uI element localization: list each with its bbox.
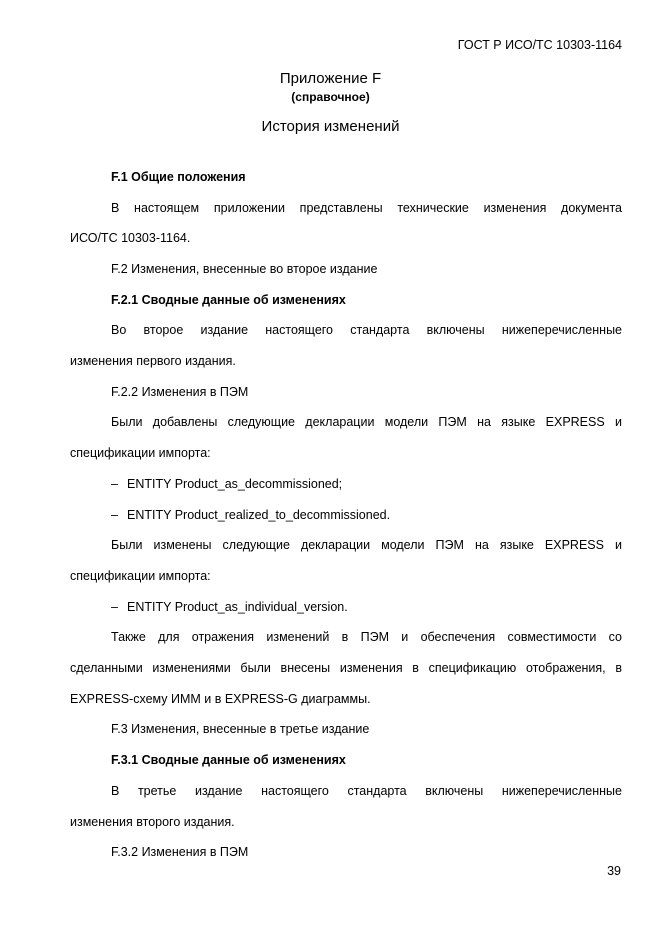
list-item: [111, 508, 390, 522]
annex-heading: История изменений: [261, 118, 400, 135]
section-f22-para2-line2: спецификации импорта:: [70, 569, 211, 583]
section-f22-para1-line2: спецификации импорта:: [70, 446, 211, 460]
section-f22-para3-line1: Также для отражения изменений в ПЭМ и обеспечения совместимости со: [111, 630, 622, 644]
dash-bullet: –: [111, 508, 118, 522]
section-f31-heading: F.3.1 Сводные данные об изменениях: [111, 753, 346, 767]
section-f2-heading: F.2 Изменения, внесенные во второе издание: [111, 262, 378, 276]
list-item-text: ENTITY Product_as_individual_version.: [127, 600, 348, 614]
section-f1-para-line2: ИСО/ТС 10303-1164.: [70, 231, 191, 245]
annex-title: Приложение F: [279, 70, 382, 87]
section-f22-para3-line2: сделанными изменениями были внесены изменения в спецификацию отображения, в: [70, 661, 622, 675]
section-f22-para1-line1: Были добавлены следующие декларации модели ПЭМ на языке EXPRESS и: [111, 415, 622, 429]
section-f22-para3-line3: EXPRESS-схему ИММ и в EXPRESS-G диаграммы.: [70, 692, 371, 706]
dash-bullet: –: [111, 477, 118, 491]
section-f21-para-line2: изменения первого издания.: [70, 354, 236, 368]
list-item-text: ENTITY Product_realized_to_decommissioned.: [127, 508, 391, 522]
section-f21-para-line1: Во второе издание настоящего стандарта включены нижеперечисленные: [111, 323, 622, 337]
section-f31-para-line1: В третье издание настоящего стандарта включены нижеперечисленные: [111, 784, 622, 798]
list-item: [111, 477, 342, 491]
section-f3-heading: F.3 Изменения, внесенные в третье издание: [111, 722, 370, 736]
section-f31-para-line2: изменения второго издания.: [70, 815, 235, 829]
section-f1-heading: F.1 Общие положения: [111, 170, 246, 184]
annex-subtitle: (справочное): [291, 90, 370, 104]
section-f32-heading: F.3.2 Изменения в ПЭМ: [111, 845, 249, 859]
list-item-text: ENTITY Product_as_decommissioned;: [127, 477, 343, 491]
section-f22-para2-line1: Были изменены следующие декларации модели ПЭМ на языке EXPRESS и: [111, 538, 622, 552]
list-item: [111, 600, 348, 614]
standard-header: ГОСТ Р ИСО/ТС 10303-1164: [457, 38, 622, 52]
section-f21-heading: F.2.1 Сводные данные об изменениях: [111, 293, 346, 307]
section-f1-para-line1: В настоящем приложении представлены технические изменения документа: [111, 201, 622, 215]
page-number: 39: [607, 864, 621, 878]
section-f22-heading: F.2.2 Изменения в ПЭМ: [111, 385, 249, 399]
dash-bullet: –: [111, 600, 118, 614]
